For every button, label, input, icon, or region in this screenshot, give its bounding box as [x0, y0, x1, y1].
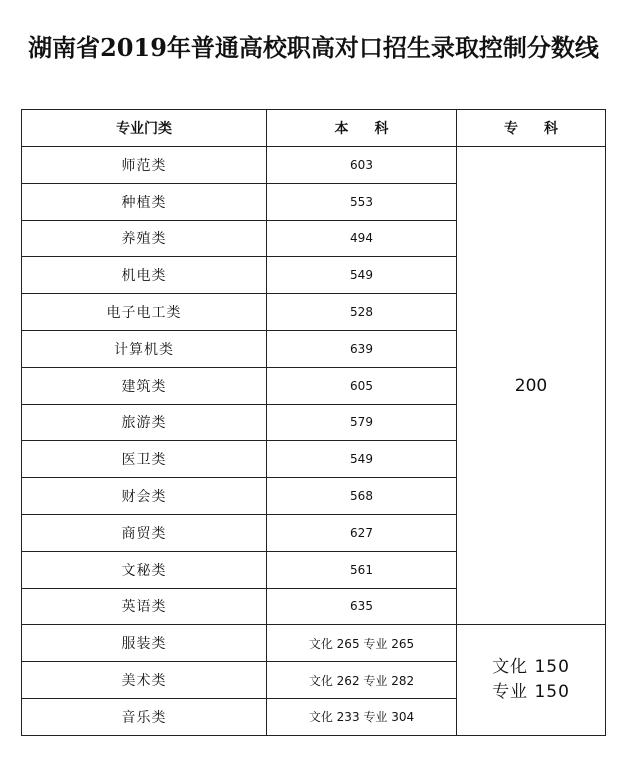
benke-score-cell: 635	[267, 588, 457, 625]
benke-score-cell: 553	[267, 183, 457, 220]
category-cell: 旅游类	[22, 404, 267, 441]
benke-score-cell: 568	[267, 478, 457, 515]
header-category: 专业门类	[22, 110, 267, 147]
zhuanke-score-merged-cell: 200	[457, 147, 606, 625]
header-benke: 本科	[267, 110, 457, 147]
benke-score-cell: 627	[267, 514, 457, 551]
category-cell: 音乐类	[22, 698, 267, 735]
benke-score-cell: 639	[267, 330, 457, 367]
header-zhuanke: 专科	[457, 110, 606, 147]
benke-score-cell: 579	[267, 404, 457, 441]
category-cell: 文秘类	[22, 551, 267, 588]
category-cell: 师范类	[22, 147, 267, 184]
zhuanke-art-merged-cell	[457, 625, 606, 735]
category-cell: 养殖类	[22, 220, 267, 257]
category-cell: 机电类	[22, 257, 267, 294]
benke-score-cell: 文化 233 专业 304	[267, 698, 457, 735]
category-cell: 英语类	[22, 588, 267, 625]
page-title: 湖南省2019年普通高校职高对口招生录取控制分数线	[28, 33, 599, 62]
category-cell: 电子电工类	[22, 294, 267, 331]
benke-score-cell: 549	[267, 441, 457, 478]
benke-score-cell: 528	[267, 294, 457, 331]
benke-score-cell: 文化 265 专业 265	[267, 625, 457, 662]
benke-score-cell: 文化 262 专业 282	[267, 662, 457, 699]
score-table	[21, 109, 606, 736]
benke-score-cell: 605	[267, 367, 457, 404]
category-cell: 医卫类	[22, 441, 267, 478]
zhuanke-culture-score: 文化 150	[492, 657, 570, 678]
category-cell: 财会类	[22, 478, 267, 515]
table-row	[22, 625, 606, 662]
benke-score-cell: 494	[267, 220, 457, 257]
benke-score-cell: 549	[267, 257, 457, 294]
category-cell: 美术类	[22, 662, 267, 699]
category-cell: 计算机类	[22, 330, 267, 367]
table-header-row	[22, 110, 606, 147]
category-cell: 建筑类	[22, 367, 267, 404]
category-cell: 商贸类	[22, 514, 267, 551]
benke-score-cell: 603	[267, 147, 457, 184]
zhuanke-major-score: 专业 150	[492, 682, 570, 703]
benke-score-cell: 561	[267, 551, 457, 588]
category-cell: 服装类	[22, 625, 267, 662]
category-cell: 种植类	[22, 183, 267, 220]
table-row	[22, 147, 606, 184]
